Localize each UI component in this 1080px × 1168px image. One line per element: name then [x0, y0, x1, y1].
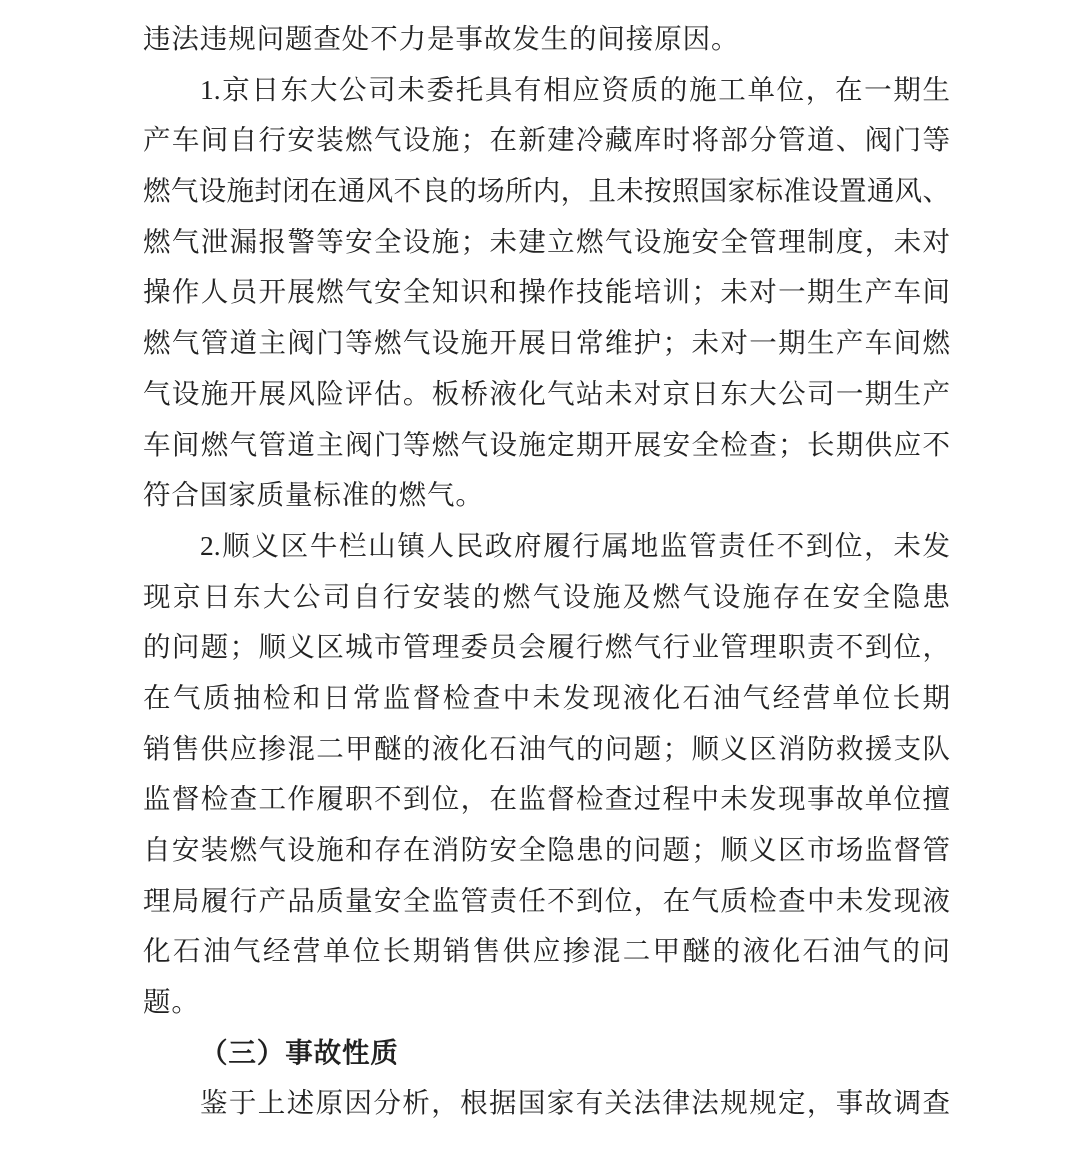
text-line: 产车间自行安装燃气设施；在新建冷藏库时将部分管道、阀门等 [143, 124, 950, 156]
text-line: 销售供应掺混二甲醚的液化石油气的问题；顺义区消防救援支队 [143, 732, 950, 764]
text-line: 现京日东大公司自行安装的燃气设施及燃气设施存在安全隐患 [143, 580, 950, 612]
text-block [143, 14, 950, 1129]
text-line: 监督检查工作履职不到位，在监督检查过程中未发现事故单位擅 [143, 783, 950, 815]
text-line: 车间燃气管道主阀门等燃气设施定期开展安全检查；长期供应不 [143, 428, 950, 460]
text-line: 燃气泄漏报警等安全设施；未建立燃气设施安全管理制度，未对 [143, 225, 950, 257]
text-line: 在气质抽检和日常监督检查中未发现液化石油气经营单位长期 [143, 681, 950, 713]
text-line: 题。 [143, 986, 200, 1018]
text-line: 自安装燃气设施和存在消防安全隐患的问题；顺义区市场监督管 [143, 834, 950, 865]
section-heading: （三）事故性质 [200, 1036, 399, 1068]
text-line: 的问题；顺义区城市管理委员会履行燃气行业管理职责不到位， [143, 631, 950, 663]
text-line: 2.顺义区牛栏山镇人民政府履行属地监管责任不到位，未发 [200, 529, 950, 561]
text-line: 燃气设施封闭在通风不良的场所内，且未按照国家标准设置通风、 [143, 175, 950, 207]
text-line: 符合国家质量标准的燃气。 [143, 479, 484, 511]
text-line: 燃气管道主阀门等燃气设施开展日常维护；未对一期生产车间燃 [143, 327, 950, 359]
text-line: 理局履行产品质量安全监管责任不到位，在气质检查中未发现液 [143, 884, 950, 916]
text-line: 操作人员开展燃气安全知识和操作技能培训；未对一期生产车间 [143, 276, 950, 308]
text-line: 1.京日东大公司未委托具有相应资质的施工单位，在一期生 [200, 73, 950, 105]
text-line: 违法违规问题查处不力是事故发生的间接原因。 [143, 23, 740, 54]
text-line: 气设施开展风险评估。板桥液化气站未对京日东大公司一期生产 [143, 377, 950, 409]
text-line: 化石油气经营单位长期销售供应掺混二甲醚的液化石油气的问 [143, 935, 950, 967]
text-line: 鉴于上述原因分析，根据国家有关法律法规规定，事故调查 [200, 1087, 950, 1119]
